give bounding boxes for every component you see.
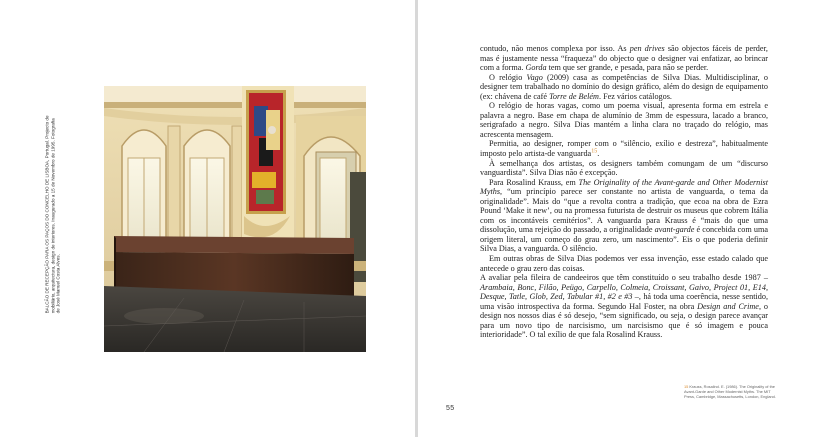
- paragraph: O relógio de horas vagas, como um poema visual, apresenta forma em estrela e palavra a negro. Base em chapa de alumínio de 3mm de espessura, lacado a branco, serigrafado a negro. Silva Dias mantém a linha clara no traçado do relógio, mas acrescenta mensagem.: [480, 101, 768, 139]
- photo-caption: BALCÃO DE RECEPÇÃO PARA OS PAÇOS DO CONCELHO DE LISBOA, Portugal. Projecto de mobiliário, arquitectura, design de interiores. Inaugurado a 15 de Novembro de 1995. Fotografia de José Manuel Costa Alves.: [44, 115, 61, 314]
- paragraph: Permitia, ao designer, romper com o “silêncio, exílio e destreza”, habitualmente imposto pelo artista-de vanguarda$^{15}$.: [480, 139, 768, 159]
- footnote-mark: 15: [684, 384, 689, 389]
- footnote-reference[interactable]: 15: [591, 148, 598, 155]
- paragraph: Em outras obras de Silva Dias podemos ver essa invenção, esse estado calado que antecede o grau zero das coisas.: [480, 254, 768, 273]
- page-number: 55: [446, 405, 455, 412]
- paragraph: Para Rosalind Krauss, em The Originality of the Avant-garde and Other Modernist Myths, “um princípio parece ser constante no artista de vanguarda, o tema da originalidade”. Mais do “que a revolta contra a tradição, que ecoa na obra de Ezra Pound ‘Make it new’, ou na promessa futurista de destruir os museus que cobrem Itália com os incontáveis cemitérios”. A vanguarda para Krauss é “mais do que uma dissolução, uma rejeição do passado, a originalidade avant-garde é concebida com uma origem literal, um começo do grau zero, um nascimento”. Eis o que poderia definir Silva Dias, a vanguarda. O silêncio.: [480, 177, 769, 254]
- paragraph: O relógio Vago (2009) casa as competências de Silva Dias. Multidisciplinar, o designer tem trabalhado no domínio do design gráfico, além do design de equipamento (ex: chávena de café Torre de Belém. Fez vários catálogos.: [480, 72, 768, 101]
- paragraph: À semelhança dos artistas, os designers também comungam de um “discurso vanguardista”. Silva Dias não é excepção.: [480, 158, 768, 178]
- footnote: 15 Krauss, Rosalind. E. (1986). The Originality of the Avant-Garde and Other Modernist Myths. The MIT Press, Cambridge, Massachusetts, London, England.: [684, 384, 776, 399]
- left-page: [0, 0, 415, 437]
- body-text: [480, 44, 768, 340]
- paragraph: A avaliar pela fileira de candeeiros que têm constituído o seu trabalho desde 1987 – Arambaia, Bonc, Filão, Peügo, Carpello, Colmeia, Croissant, Gaivo, Project 01, E14, Desque, Tatle, Glob, Zed, Tabular #1, #2 e #3 –, há toda uma coerência, nesse sentido, uma visão introspectiva da forma. Segundo Hal Foster, na obra Design and Crime, o design nos nossos dias é só desejo, “sem significado, ou seja, o design parece avançar para um novo tipo de narcisismo, um narcisismo que é só imagem e pouca interioridade”. O tal exílio de que fala Rosalind Krauss.: [480, 273, 768, 340]
- lobby-photo: [104, 86, 366, 352]
- paragraph: contudo, não menos complexa por isso. As pen drives são objectos fáceis de perder, mas é justamente nessa “fraqueza” do objecto que o designer vai enfatizar, ao brincar com a forma. Gorda tem que ser grande, e pesada, para não se perder.: [480, 44, 768, 73]
- right-page: [418, 0, 833, 437]
